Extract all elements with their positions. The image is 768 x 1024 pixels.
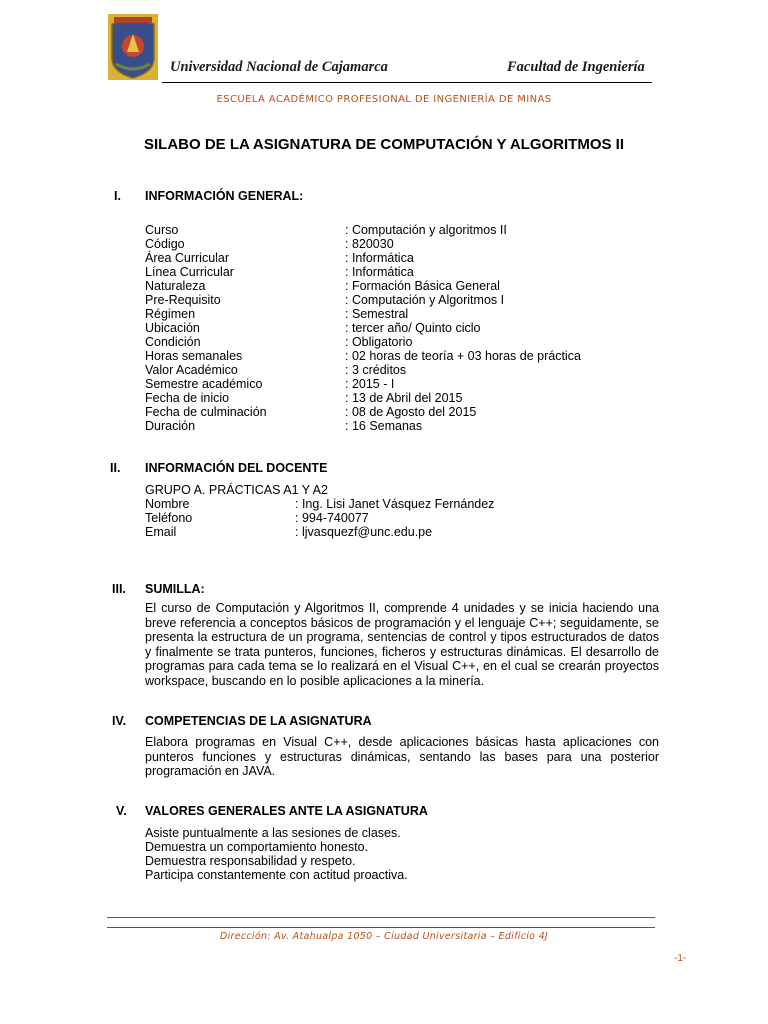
info-row — [145, 307, 645, 321]
info-row — [145, 349, 645, 363]
info-row — [145, 419, 645, 433]
info-value: : Semestral — [345, 307, 409, 321]
section-number: IV. — [112, 714, 127, 728]
teacher-label: Nombre — [145, 497, 190, 511]
info-row — [145, 391, 645, 405]
teacher-value: : ljvasquezf@unc.edu.pe — [295, 525, 433, 539]
info-value: : Informática — [345, 251, 414, 265]
info-row — [145, 251, 645, 265]
info-row — [145, 279, 645, 293]
header-divider — [162, 82, 652, 83]
info-value: : 16 Semanas — [345, 419, 423, 433]
info-row — [145, 265, 645, 279]
teacher-info-table — [145, 483, 645, 539]
info-row — [145, 293, 645, 307]
teacher-row — [145, 511, 645, 525]
list-item: Asiste puntualmente a las sesiones de clases. — [145, 826, 401, 840]
info-value: : tercer año/ Quinto ciclo — [345, 321, 481, 335]
section-number: II. — [110, 461, 121, 475]
valores-list — [145, 826, 645, 882]
info-label: Condición — [145, 335, 201, 349]
info-label: Régimen — [145, 307, 196, 321]
info-value: : 2015 - I — [345, 377, 395, 391]
teacher-label: Email — [145, 525, 177, 539]
section-number: III. — [112, 582, 126, 596]
info-row — [145, 237, 645, 251]
section-heading: VALORES GENERALES ANTE LA ASIGNATURA — [145, 804, 428, 818]
school-name: ESCUELA ACADÉMICO PROFESIONAL DE INGENIERÍA DE MINAS — [216, 94, 552, 105]
section-heading: INFORMACIÓN DEL DOCENTE — [145, 461, 328, 475]
info-row — [145, 335, 645, 349]
competencias-paragraph: Elabora programas en Visual C++, desde aplicaciones básicas hasta aplicaciones con punteros funciones y estructuras dinámicas, sentando las bases para una posterior programación en JAVA. — [145, 735, 659, 778]
info-value: : Formación Básica General — [345, 279, 500, 293]
info-label: Valor Académico — [145, 363, 238, 377]
info-row — [145, 321, 645, 335]
info-label: Línea Curricular — [145, 265, 234, 279]
info-value: : 13 de Abril del 2015 — [345, 391, 463, 405]
teacher-value: : 994-740077 — [295, 511, 369, 525]
info-label: Fecha de culminación — [145, 405, 267, 419]
teacher-row — [145, 497, 645, 511]
info-row — [145, 223, 645, 237]
teacher-row — [145, 525, 645, 539]
info-row — [145, 377, 645, 391]
info-label: Naturaleza — [145, 279, 206, 293]
university-seal-logo — [108, 14, 158, 80]
list-item: Participa constantemente con actitud proactiva. — [145, 868, 408, 882]
section-heading: COMPETENCIAS DE LA ASIGNATURA — [145, 714, 372, 728]
document-title: SILABO DE LA ASIGNATURA DE COMPUTACIÓN Y ALGORITMOS II — [143, 136, 624, 153]
info-row — [145, 405, 645, 419]
teacher-group: GRUPO A. PRÁCTICAS A1 Y A2 — [145, 483, 328, 497]
list-item: Demuestra un comportamiento honesto. — [145, 840, 369, 854]
info-label: Ubicación — [145, 321, 200, 335]
general-info-table — [145, 223, 645, 433]
info-label: Curso — [145, 223, 179, 237]
info-label: Pre-Requisito — [145, 293, 221, 307]
info-value: : 820030 — [345, 237, 394, 251]
footer-divider — [107, 927, 655, 928]
info-value: : Obligatorio — [345, 335, 413, 349]
section-heading: SUMILLA: — [145, 582, 205, 596]
info-row — [145, 363, 645, 377]
page-number: -1- — [674, 953, 687, 964]
info-value: : Computación y Algoritmos I — [345, 293, 505, 307]
footer-divider — [107, 917, 655, 918]
teacher-value: : Ing. Lisi Janet Vásquez Fernández — [295, 497, 495, 511]
info-label: Horas semanales — [145, 349, 243, 363]
teacher-label: Teléfono — [145, 511, 193, 525]
info-label: Código — [145, 237, 185, 251]
sumilla-paragraph: El curso de Computación y Algoritmos II, comprende 4 unidades y se inicia haciendo una breve referencia a conceptos básicos de programación y el lenguaje C++; seguidamente, se presenta la estructura de un programa, sentencias de control y tipos estructurados de datos y finalmente se trata punteros, funciones, ficheros y estructuras dinámicas. El desarrollo de programas para cada tema se lo realizará en el Visual C++, en el cual se crearán proyectos workspace, buscando en lo posible aplicaciones a la minería. — [145, 601, 659, 688]
section-number: V. — [116, 804, 127, 818]
info-label: Fecha de inicio — [145, 391, 230, 405]
info-value: : Informática — [345, 265, 414, 279]
section-heading: INFORMACIÓN GENERAL: — [145, 189, 304, 203]
info-value: : 08 de Agosto del 2015 — [345, 405, 477, 419]
list-item: Demuestra responsabilidad y respeto. — [145, 854, 356, 868]
university-name: Universidad Nacional de Cajamarca — [170, 59, 388, 75]
info-label: Área Curricular — [145, 251, 230, 265]
info-label: Semestre académico — [145, 377, 263, 391]
faculty-name: Facultad de Ingeniería — [507, 59, 645, 75]
footer-address: Dirección: Av. Atahualpa 1050 – Ciudad Universitaria – Edificio 4J — [219, 931, 549, 942]
section-number: I. — [114, 189, 121, 203]
info-value: : Computación y algoritmos II — [345, 223, 507, 237]
info-value: : 02 horas de teoría + 03 horas de práctica — [345, 349, 581, 363]
info-label: Duración — [145, 419, 196, 433]
info-value: : 3 créditos — [345, 363, 407, 377]
